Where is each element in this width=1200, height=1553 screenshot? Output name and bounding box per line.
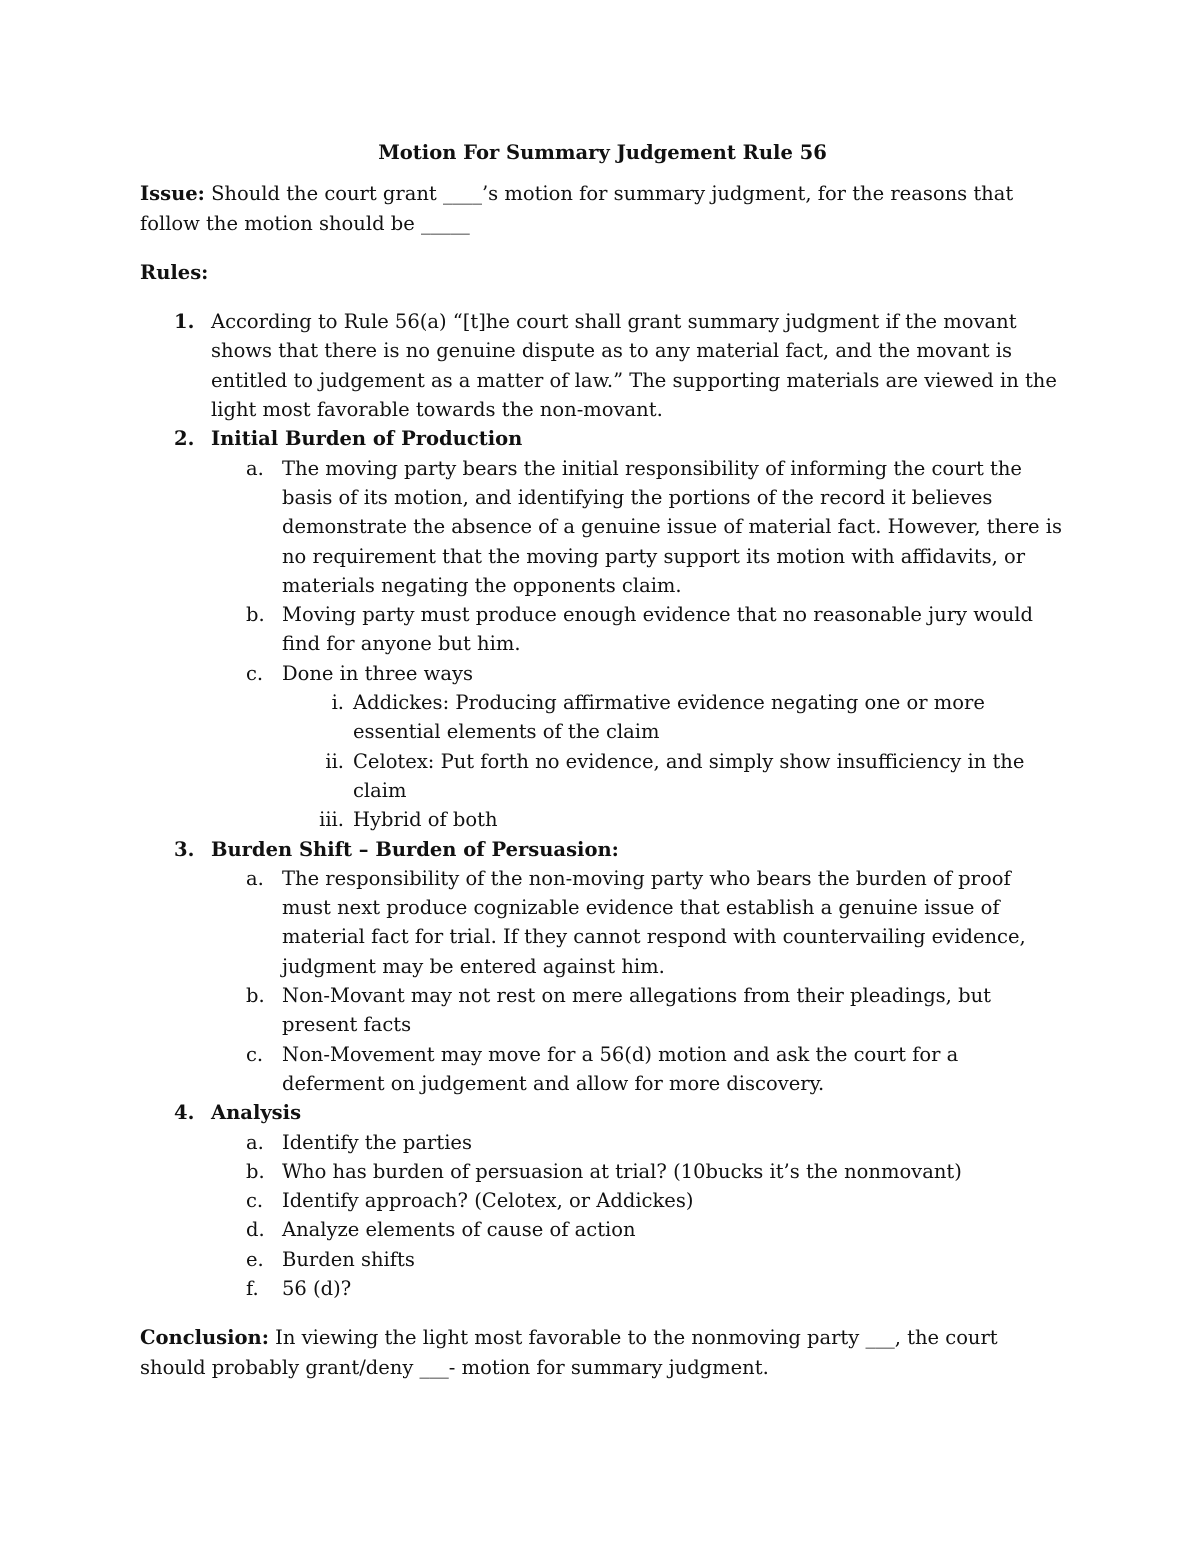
sub-item (140, 1128, 1065, 1157)
sub-item (140, 1245, 1065, 1274)
sub-item-text: Done in three ways (282, 661, 474, 685)
rules-label: Rules: (140, 260, 209, 284)
sub-item-letter: e. (246, 1247, 264, 1271)
rule-number: 1. (174, 310, 195, 334)
document-content (140, 138, 1065, 1382)
sub-item-letter: b. (246, 1159, 265, 1183)
sub-item-text: Non-Movement may move for a 56(d) motion and ask the court for a deferment on judgement and allow for more discovery. (282, 1042, 959, 1095)
sub-item (140, 1040, 1065, 1099)
issue-label: Issue: (140, 182, 205, 206)
rule-number: 4. (174, 1101, 195, 1125)
roman-item-text: Celotex: Put forth no evidence, and simply show insufficiency in the claim (353, 749, 1025, 802)
sub-item (140, 981, 1065, 1040)
sub-item (140, 1157, 1065, 1186)
sub-item-letter: a. (246, 866, 264, 890)
roman-item (140, 805, 1065, 834)
rule-heading: Analysis (211, 1101, 302, 1125)
issue-text: Should the court grant ____’s motion for summary judgment, for the reasons that follow the motion should be _____ (140, 182, 1014, 235)
rule-text: According to Rule 56(a) “[t]he court shall grant summary judgment if the movant shows that there is no genuine dispute as to any material fact, and the movant is entitled to judgement as a matter of law.” The supporting materials are viewed in the light most favorable towards the non-movant. (211, 310, 1057, 422)
sub-item-letter: a. (246, 456, 264, 480)
rule-item (140, 1098, 1065, 1127)
rule-number: 3. (174, 837, 195, 861)
rule-item (140, 424, 1065, 453)
sub-item-text: Who has burden of persuasion at trial? (10bucks it’s the nonmovant) (282, 1159, 962, 1183)
sub-item-text: Identify the parties (282, 1130, 472, 1154)
sub-item-text: The responsibility of the non-moving party who bears the burden of proof must next produce cognizable evidence that establish a genuine issue of material fact for trial. If they cannot respond with countervailing evidence, judgment may be entered against him. (282, 866, 1026, 978)
sub-item-letter: a. (246, 1130, 264, 1154)
sub-item (140, 864, 1065, 981)
sub-item-letter: c. (246, 1189, 264, 1213)
sub-item (140, 659, 1065, 688)
sub-item-letter: f. (246, 1276, 259, 1300)
sub-item-text: Non-Movant may not rest on mere allegations from their pleadings, but present facts (282, 984, 991, 1037)
sub-item-letter: c. (246, 1042, 264, 1066)
roman-numeral: ii. (325, 749, 344, 773)
rule-heading: Burden Shift – Burden of Persuasion: (211, 837, 619, 861)
rule-item (140, 835, 1065, 864)
sub-item (140, 1274, 1065, 1303)
sub-item (140, 454, 1065, 600)
sub-item-text: Analyze elements of cause of action (282, 1218, 636, 1242)
sub-item-letter: b. (246, 984, 265, 1008)
roman-item (140, 688, 1065, 747)
roman-item (140, 747, 1065, 806)
sub-item-text: Identify approach? (Celotex, or Addickes) (282, 1189, 694, 1213)
sub-item (140, 1186, 1065, 1215)
sub-item-letter: d. (246, 1218, 265, 1242)
sub-item-letter: c. (246, 661, 264, 685)
roman-item-text: Addickes: Producing affirmative evidence negating one or more essential elements of the claim (353, 691, 985, 744)
rule-heading: Initial Burden of Production (211, 427, 523, 451)
roman-numeral: i. (331, 691, 344, 715)
issue-paragraph (140, 179, 1065, 238)
sub-item (140, 1215, 1065, 1244)
conclusion-paragraph (140, 1323, 1065, 1382)
sub-item-letter: b. (246, 603, 265, 627)
conclusion-label: Conclusion: (140, 1326, 269, 1350)
sub-item-text: The moving party bears the initial responsibility of informing the court the basis of its motion, and identifying the portions of the record it believes demonstrate the absence of a genuine issue of material fact. However, there is no requirement that the moving party support its motion with affidavits, or materials negating the opponents claim. (282, 456, 1062, 597)
rule-number: 2. (174, 427, 195, 451)
sub-item-text: Moving party must produce enough evidence that no reasonable jury would find for anyone but him. (282, 603, 1033, 656)
rule-item (140, 307, 1065, 424)
roman-item-text: Hybrid of both (353, 808, 498, 832)
roman-numeral: iii. (319, 808, 344, 832)
sub-item-text: Burden shifts (282, 1247, 415, 1271)
conclusion-text: In viewing the light most favorable to the nonmoving party ___, the court should probably grant/deny ___- motion for summary judgment. (140, 1326, 998, 1379)
sub-item-text: 56 (d)? (282, 1276, 352, 1300)
document-title: Motion For Summary Judgement Rule 56 (378, 141, 827, 164)
sub-item (140, 600, 1065, 659)
